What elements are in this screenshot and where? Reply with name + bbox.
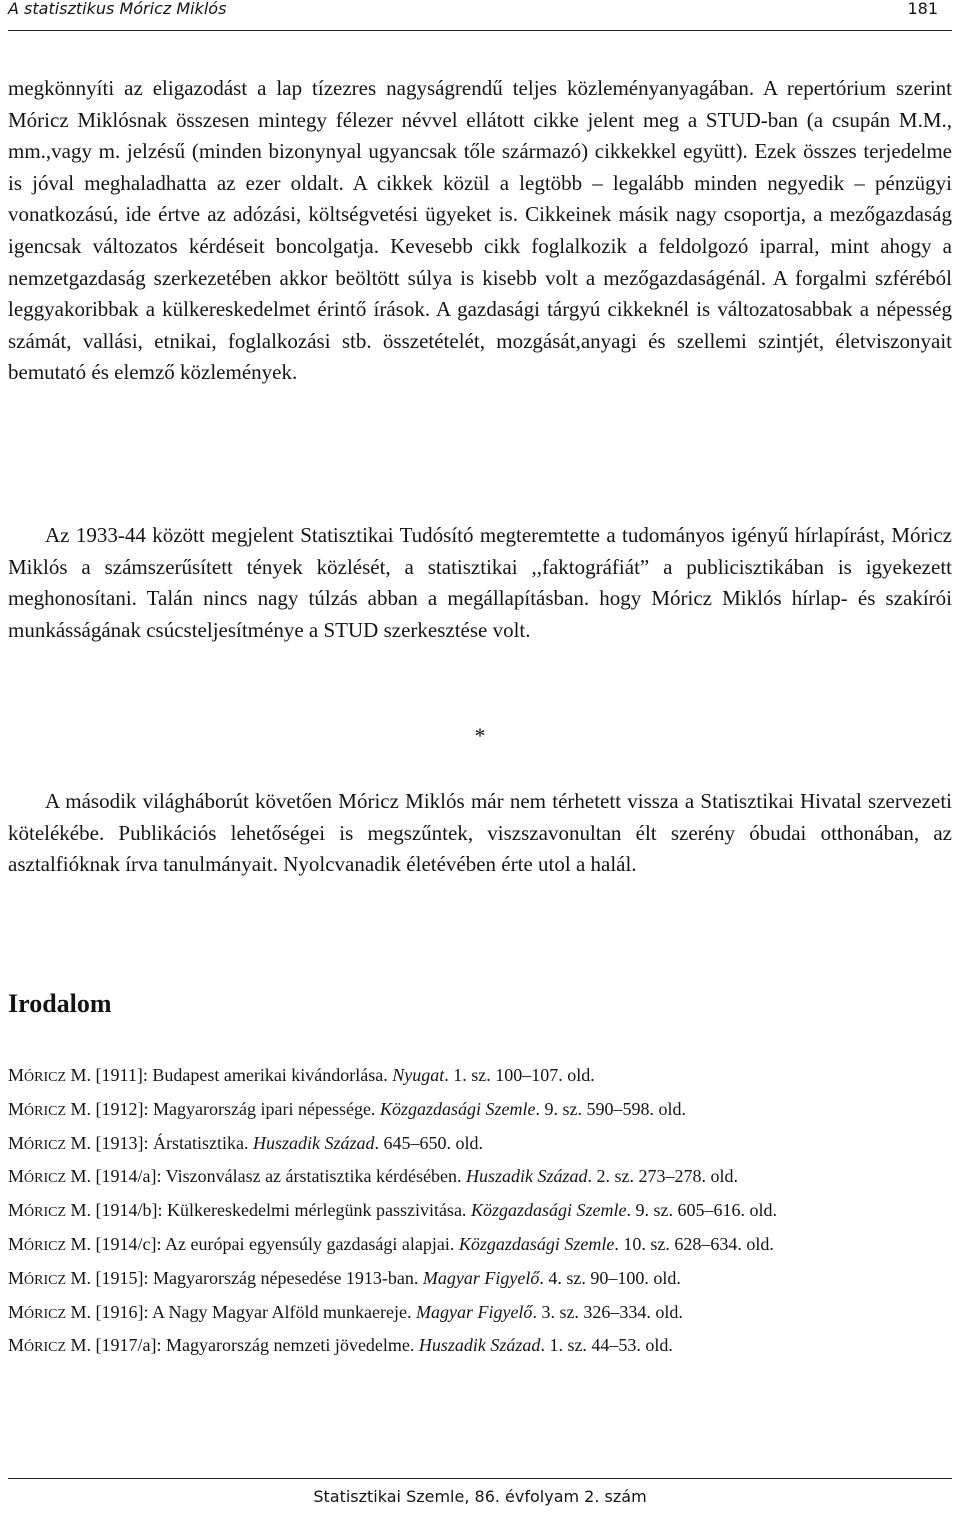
- author-suffix: M.: [66, 1233, 92, 1254]
- journal-footer: Statisztikai Szemle, 86. évfolyam 2. szám: [313, 1487, 647, 1506]
- references-list: [8, 1060, 952, 1364]
- journal-title: Huszadik Század: [418, 1335, 541, 1356]
- author-initial: M: [8, 1233, 25, 1254]
- reference-item: [8, 1094, 952, 1128]
- reference-details: [1913]: Árstatisztika.: [91, 1132, 253, 1153]
- reference-pages: . 645–650. old.: [374, 1132, 484, 1153]
- journal-title: Közgazdasági Szemle: [458, 1233, 615, 1254]
- reference-pages: . 4. sz. 90–100. old.: [539, 1267, 681, 1288]
- journal-title: Huszadik Század: [465, 1166, 588, 1187]
- reference-pages: . 2. sz. 273–278. old.: [587, 1166, 738, 1187]
- author-suffix: M.: [66, 1335, 92, 1356]
- running-title: A statisztikus Móricz Miklós: [8, 0, 227, 18]
- reference-pages: . 9. sz. 590–598. old.: [535, 1098, 686, 1119]
- author-suffix: M.: [66, 1065, 92, 1085]
- journal-title: Magyar Figyelő: [422, 1267, 540, 1288]
- reference-details: [1917/a]: Magyarország nemzeti jövedelme.: [91, 1335, 419, 1356]
- author-surname: ÓRICZ: [24, 1103, 67, 1119]
- paragraph-text: megkönnyíti az eligazodást a lap tízezres nagyságrendű teljes közleményanyagában. A repertórium szerint Móricz Miklósnak összesen mintegy félezer névvel ellátott cikke jelent meg a STUD-ban (a csupán M.M., mm.,vagy m. jelzésű (minden bizonynyal ugyancsak tőle származó) cikkekkel együtt). Ezek összes terjedelme is jóval meghaladhatta az ezer oldalt. A cikkek közül a legtöbb – legalább minden negyedik – pénzügyi vonatkozású, ide értve az adózási, költségvetési ügyeket is. Cikkeinek másik nagy csoportja, a mezőgazdaság igencsak változatos kérdéseit boncolgatja. Kevesebb cikk foglalkozik a feldolgozó iparral, mint ahogy a nemzetgazdaság szerkezetében akkor beöltött súlya is kisebb volt a mezőgazdaságénál. A forgalmi szféréból leggyakoribbak a külkereskedelmet érintő írások. A gazdasági tárgyú cikkeknél is változatosabbak a népesség számát, vallási, etnikai, foglalkozási stb. összetételét, mozgását,anyagi és szellemi szintjét, életviszonyait bemutató és elemző közlemények.: [8, 76, 952, 385]
- reference-item: [8, 1195, 952, 1229]
- reference-item: [8, 1161, 952, 1195]
- reference-pages: . 1. sz. 44–53. old.: [540, 1335, 673, 1356]
- paragraph-text: Az 1933-44 között megjelent Statisztikai Tudósító megteremtette a tudományos igényű hírlapírást, Móricz Miklós a számszerűsített tények közlését, a statisztikai ,,faktográfiát” a publicisztikában is igyekezett meghonosítani. Talán nincs nagy túlzás abban a megállapításban. hogy Móricz Miklós hírlap- és szakírói munkásságának csúcsteljesítménye a STUD szerkesztése volt.: [8, 523, 952, 642]
- author-surname: ÓRICZ: [24, 1171, 67, 1187]
- author-initial: M: [8, 1335, 25, 1356]
- author-suffix: M.: [66, 1301, 92, 1322]
- reference-pages: . 10. sz. 628–634. old.: [614, 1233, 774, 1254]
- journal-title: Közgazdasági Szemle: [379, 1098, 536, 1119]
- references-heading: Irodalom: [8, 989, 112, 1018]
- journal-title: Közgazdasági Szemle: [470, 1200, 627, 1221]
- author-initial: M: [8, 1301, 25, 1322]
- author-initial: M: [8, 1267, 25, 1288]
- author-surname: ÓRICZ: [24, 1238, 67, 1254]
- reference-details: [1912]: Magyarország ipari népessége.: [91, 1098, 380, 1119]
- reference-details: [1911]: Budapest amerikai kivándorlása.: [91, 1065, 393, 1085]
- reference-details: [1916]: A Nagy Magyar Alföld munkaereje.: [91, 1301, 416, 1322]
- author-initial: M: [8, 1065, 25, 1085]
- author-initial: M: [8, 1166, 25, 1187]
- author-surname: ÓRICZ: [24, 1070, 67, 1085]
- author-surname: ÓRICZ: [24, 1137, 67, 1153]
- author-suffix: M.: [66, 1132, 92, 1153]
- reference-item: [8, 1263, 952, 1297]
- section-separator: *: [474, 723, 486, 748]
- running-footer: [8, 1478, 952, 1506]
- running-header: [8, 0, 952, 31]
- reference-details: [1914/a]: Viszonválasz az árstatisztika kérdésében.: [91, 1166, 466, 1187]
- paragraph-text: A második világháborút követően Móricz Miklós már nem térhetett vissza a Statisztikai Hivatal szervezeti kötelékébe. Publikációs lehetőségei is megszűntek, viszszavonultan élt szerény óbudai otthonában, az asztalfióknak írva tanulmányait. Nyolcvanadik életévében érte utol a halál.: [8, 789, 952, 877]
- reference-item: [8, 1060, 952, 1094]
- reference-details: [1914/c]: Az európai egyensúly gazdasági alapjai.: [91, 1233, 459, 1254]
- reference-pages: . 3. sz. 326–334. old.: [532, 1301, 683, 1322]
- author-suffix: M.: [66, 1166, 92, 1187]
- author-surname: ÓRICZ: [24, 1340, 67, 1356]
- reference-details: [1914/b]: Külkereskedelmi mérlegünk passzivitása.: [91, 1200, 471, 1221]
- reference-item: [8, 1229, 952, 1263]
- author-suffix: M.: [66, 1267, 92, 1288]
- author-initial: M: [8, 1098, 25, 1119]
- reference-details: [1915]: Magyarország népesedése 1913-ban.: [91, 1267, 423, 1288]
- author-surname: ÓRICZ: [24, 1205, 67, 1221]
- author-surname: ÓRICZ: [24, 1272, 67, 1288]
- journal-title: Nyugat: [392, 1065, 445, 1085]
- author-suffix: M.: [66, 1200, 92, 1221]
- reference-item: [8, 1297, 952, 1331]
- body-paragraph-3: [8, 786, 952, 881]
- page-number: 181: [907, 0, 938, 18]
- reference-item: [8, 1128, 952, 1162]
- reference-item: [8, 1330, 952, 1364]
- author-initial: M: [8, 1200, 25, 1221]
- journal-title: Huszadik Század: [253, 1132, 375, 1153]
- body-paragraph-2: [8, 520, 952, 646]
- journal-title: Magyar Figyelő: [415, 1301, 533, 1322]
- reference-pages: . 1. sz. 100–107. old.: [444, 1065, 595, 1085]
- author-surname: ÓRICZ: [24, 1306, 67, 1322]
- author-initial: M: [8, 1132, 25, 1153]
- reference-pages: . 9. sz. 605–616. old.: [626, 1200, 777, 1221]
- body-paragraph-1: [8, 73, 952, 389]
- author-suffix: M.: [66, 1098, 92, 1119]
